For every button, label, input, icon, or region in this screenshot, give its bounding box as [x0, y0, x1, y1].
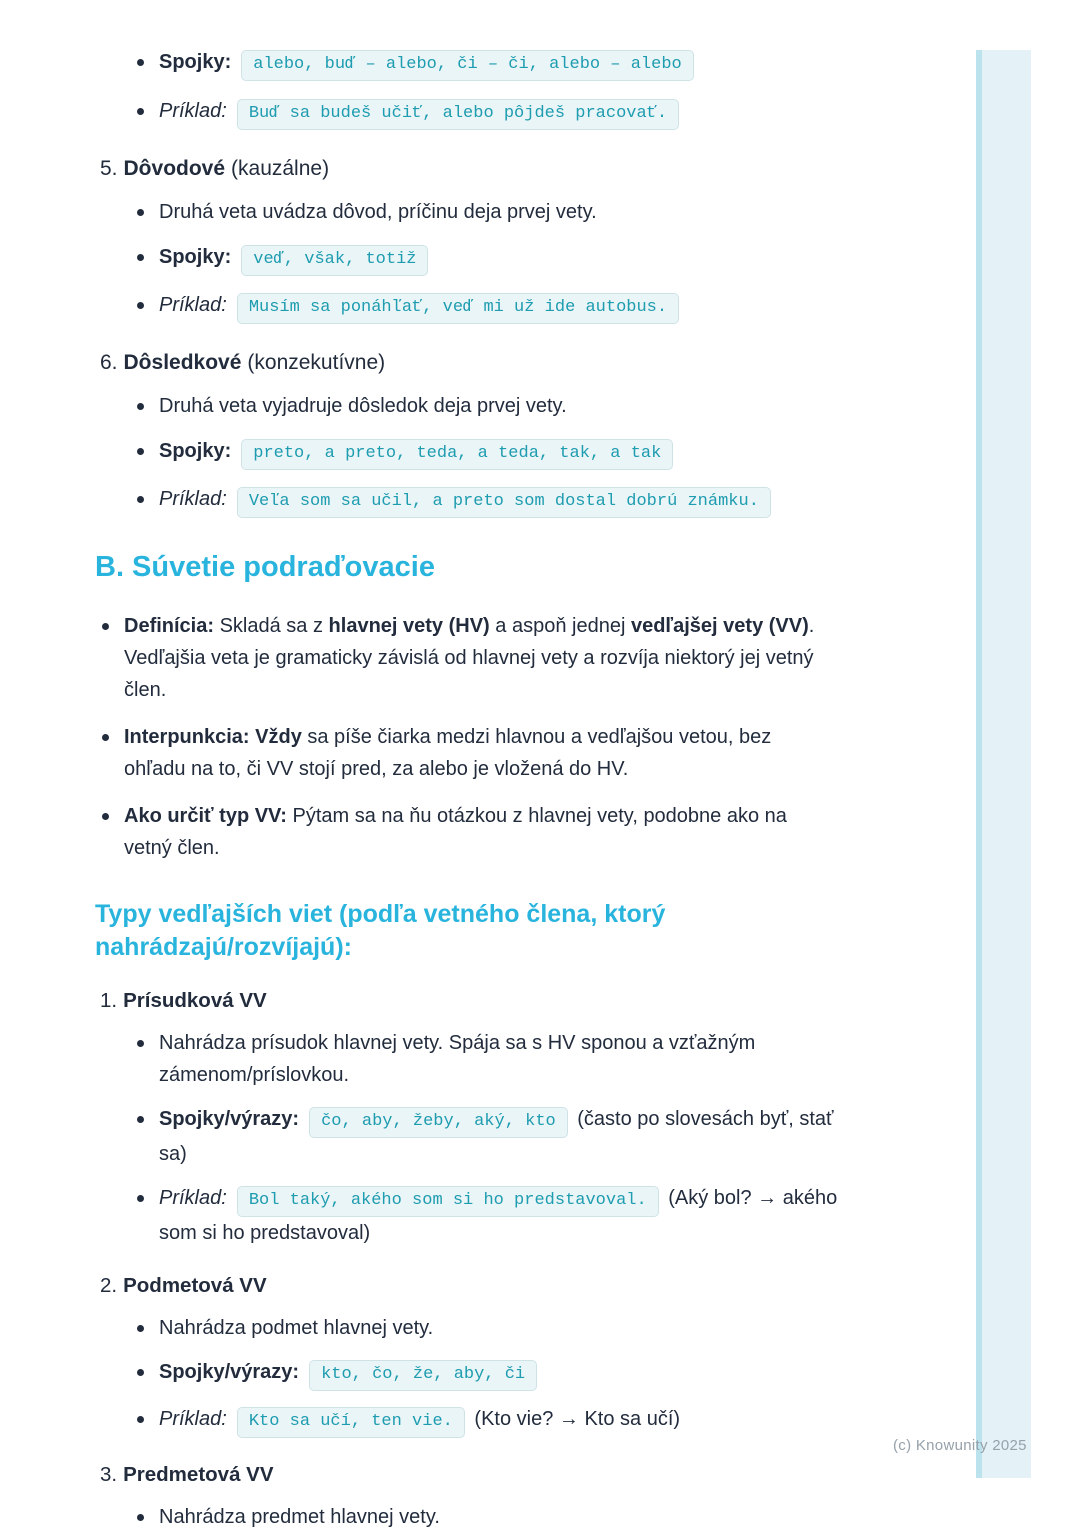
copyright-watermark: (c) Knowunity 2025: [893, 1437, 1027, 1454]
list-item: [135, 390, 875, 422]
code-chip: kto, čo, že, aby, či: [309, 1360, 537, 1391]
section-title-line: [100, 154, 1080, 184]
spojky-label: Spojky/výrazy:: [159, 1108, 300, 1130]
vv-term: vedľajšej vety (VV): [630, 615, 809, 637]
type-predmetova: [0, 1460, 1080, 1533]
type-bullet-list: [135, 1501, 845, 1533]
spojky-suffix: (často po slovesách byť, stať sa): [159, 1108, 834, 1165]
section-dosledkove: [0, 348, 1080, 518]
type-number: 1.: [100, 989, 118, 1012]
list-item: [135, 1103, 845, 1170]
type-bullet-list: [135, 1312, 845, 1438]
interpunkcia-text: sa píše čiarka medzi hlavnou a vedľajšou vetou, bez ohľadu na to, či VV stojí pred, za alebo je vložená do HV.: [124, 726, 772, 780]
definicia-text: a aspoň jednej: [489, 615, 631, 637]
list-item: [135, 435, 875, 470]
list-item: [135, 95, 875, 130]
list-item: [135, 241, 875, 276]
section-b-heading: B. Súvetie podraďovacie: [95, 551, 435, 583]
priklad-label: Príklad:: [159, 1408, 227, 1430]
list-item: [135, 196, 875, 228]
section-desc: Druhá veta uvádza dôvod, príčinu deja prvej vety.: [159, 201, 597, 223]
section-kind: (kauzálne): [231, 157, 330, 180]
interpunkcia-label: Interpunkcia: Vždy: [124, 726, 302, 748]
type-desc: Nahrádza predmet hlavnej vety.: [159, 1506, 440, 1528]
section-kind: (konzekutívne): [247, 351, 386, 374]
type-number: 2.: [100, 1274, 118, 1297]
definicia-text: . Vedľajšia veta je gramaticky závislá od hlavnej vety a rozvíja niektorý jej vetný člen.: [124, 615, 815, 701]
code-chip: čo, aby, žeby, aký, kto: [309, 1107, 568, 1138]
type-bullet-list: [135, 1027, 845, 1249]
section-dovodove: [0, 154, 1080, 324]
list-item: [135, 289, 875, 324]
list-item: [100, 610, 820, 706]
type-prisudkova: [0, 986, 1080, 1249]
type-title-line: [100, 1460, 1080, 1490]
list-item: [135, 1501, 845, 1533]
code-chip: Musím sa ponáhľať, veď mi už ide autobus.: [237, 293, 679, 324]
spojky-label: Spojky:: [159, 51, 232, 73]
type-number: 3.: [100, 1463, 118, 1486]
list-item: [100, 721, 820, 785]
type-title-line: [100, 986, 1080, 1016]
hv-term: hlavnej vety (HV): [328, 615, 490, 637]
code-chip: Bol taký, akého som si ho predstavoval.: [237, 1186, 659, 1217]
definicia-text: Skladá sa z: [214, 615, 329, 637]
list-item: [135, 1182, 845, 1249]
type-podmetova: [0, 1271, 1080, 1438]
code-chip: preto, a preto, teda, a teda, tak, a tak: [241, 439, 673, 470]
type-title-line: [100, 1271, 1080, 1301]
priklad-suffix: (Kto vie? → Kto sa učí): [468, 1408, 681, 1430]
list-item: [135, 1312, 845, 1344]
section-number: 6.: [100, 351, 118, 374]
list-item: [135, 483, 875, 518]
type-title: Predmetová VV: [123, 1463, 274, 1486]
section-desc: Druhá veta vyjadruje dôsledok deja prvej vety.: [159, 395, 567, 417]
code-chip: alebo, buď – alebo, či – či, alebo – alebo: [241, 50, 693, 81]
list-item: [135, 1356, 845, 1391]
definicia-label: Definícia:: [124, 615, 215, 637]
priklad-suffix: (Aký bol? → akého som si ho predstavoval): [159, 1187, 838, 1244]
intro-bullet-list: [135, 46, 875, 130]
priklad-label: Príklad:: [159, 100, 227, 122]
list-item: [100, 800, 820, 864]
spojky-label: Spojky/výrazy:: [159, 1361, 300, 1383]
ako-urcit-label: Ako určiť typ VV:: [124, 805, 287, 827]
code-chip: veď, však, totiž: [241, 245, 428, 276]
ako-urcit-text: Pýtam sa na ňu otázkou z hlavnej vety, podobne ako na vetný člen.: [124, 805, 787, 859]
priklad-label: Príklad:: [159, 1187, 227, 1209]
section-title: Dôvodové: [123, 157, 226, 180]
type-title: Podmetová VV: [123, 1274, 267, 1297]
type-desc: Nahrádza prísudok hlavnej vety. Spája sa s HV sponou a vzťažným zámenom/príslovkou.: [159, 1032, 756, 1086]
spojky-label: Spojky:: [159, 440, 232, 462]
list-item: [135, 1027, 845, 1091]
section-title: Dôsledkové: [123, 351, 242, 374]
section-b-bullet-list: [100, 610, 820, 864]
typy-heading: Typy vedľajších viet (podľa vetného člena, ktorý nahrádzajú/rozvíjajú):: [95, 900, 666, 961]
section-title-line: [100, 348, 1080, 378]
spojky-label: Spojky:: [159, 246, 232, 268]
type-title: Prísudková VV: [123, 989, 267, 1012]
priklad-label: Príklad:: [159, 294, 227, 316]
code-chip: Buď sa budeš učiť, alebo pôjdeš pracovať.: [237, 99, 679, 130]
list-item: [135, 46, 875, 81]
type-desc: Nahrádza podmet hlavnej vety.: [159, 1317, 434, 1339]
section-number: 5.: [100, 157, 118, 180]
priklad-label: Príklad:: [159, 488, 227, 510]
list-item: [135, 1403, 845, 1438]
code-chip: Kto sa učí, ten vie.: [237, 1407, 465, 1438]
section-bullet-list: [135, 390, 875, 518]
code-chip: Veľa som sa učil, a preto som dostal dobrú známku.: [237, 487, 771, 518]
section-bullet-list: [135, 196, 875, 324]
